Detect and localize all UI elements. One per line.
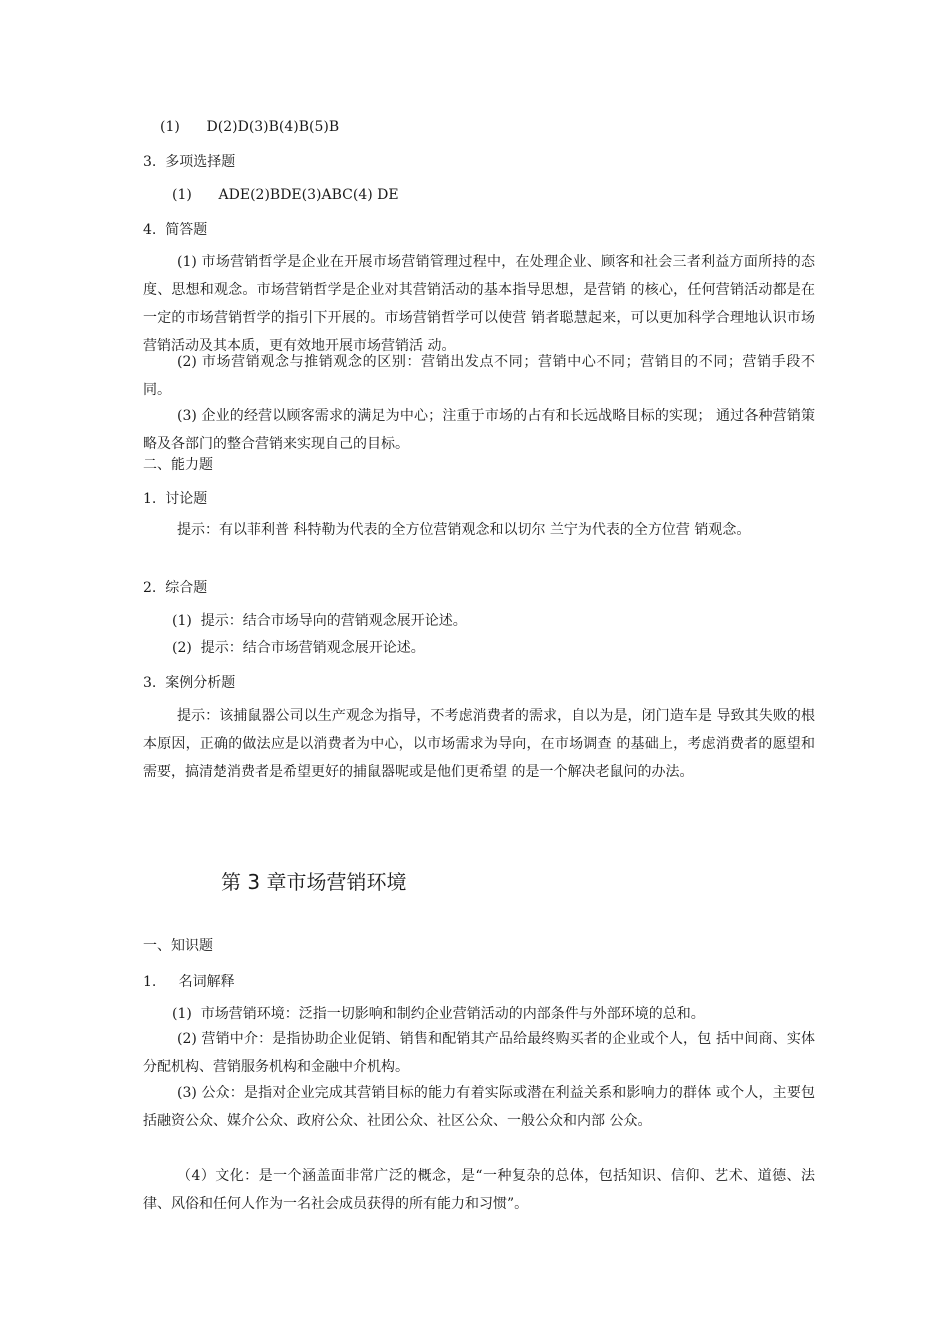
term-1: (1) 市场营销环境：泛指一切影响和制约企业营销活动的内部条件与外部环境的总和。 [172,1006,705,1022]
short-answer-2: (2) 市场营销观念与推销观念的区别：营销出发点不同；营销中心不同；营销目的不同；营销手段不同。 [143,354,815,398]
chapter-title: 第 3 章市场营销环境 [221,870,407,894]
ability-heading: 二、能力题 [143,457,213,473]
term-2: (2) 营销中介：是指协助企业促销、销售和配销其产品给最终购买者的企业或个人，包 括中间商、实体分配机构、营销服务机构和金融中介机构。 [143,1031,815,1075]
term-4: （4）文化：是一个涵盖面非常广泛的概念，是“一种复杂的总体，包括知识、信仰、艺术、道德、法律、风俗和任何人作为一名社会成员获得的所有能力和习惯”。 [143,1168,815,1212]
comprehensive-1: (1) 提示：结合市场导向的营销观念展开论述。 [172,613,467,629]
multiple-choice-heading: 3. 多项选择题 [143,154,236,170]
term-3: (3) 公众：是指对企业完成其营销目标的能力有着实际或潜在利益关系和影响力的群体 或个人，主要包括融资公众、媒介公众、政府公众、社团公众、社区公众、一般公众和内部 公众。 [143,1085,815,1129]
terms-heading: 1. 名词解释 [143,974,235,990]
multiple-choice-answers: (1) ADE(2)BDE(3)ABC(4) DE [172,187,399,203]
case-analysis-heading: 3. 案例分析题 [143,675,236,691]
knowledge-heading: 一、知识题 [143,938,213,954]
discussion-text: 提示：有以菲利普 科特勒为代表的全方位营销观念和以切尔 兰宁为代表的全方位营 销观念。 [177,522,751,538]
case-analysis-text: 提示：该捕鼠器公司以生产观念为指导，不考虑消费者的需求，自以为是，闭门造车是 导致其失败的根本原因，正确的做法应是以消费者为中心，以市场需求为导向，在市场调查 的基础上，考虑消费者的愿望和需要，搞清楚消费者是希望更好的捕鼠器呢或是他们更希望 的是一个解决老鼠问的办法。 [143,708,815,780]
short-answer-1: (1) 市场营销哲学是企业在开展市场营销管理过程中，在处理企业、顾客和社会三者利益方面所持的态度、思想和观念。市场营销哲学是企业对其营销活动的基本指导思想，是营销 的核心，任何营销活动都是在一定的市场营销哲学的指引下开展的。市场营销哲学可以使营 销者聪慧起来，可以更加科学合理地认识市场营销活动及其本质，更有效地开展市场营销活 动。 [143,254,815,354]
single-choice-answers: (1) D(2)D(3)B(4)B(5)B [160,119,340,135]
short-answer-heading: 4. 简答题 [143,222,208,238]
comprehensive-heading: 2. 综合题 [143,580,208,596]
comprehensive-2: (2) 提示：结合市场营销观念展开论述。 [172,640,425,656]
discussion-heading: 1. 讨论题 [143,491,208,507]
short-answer-3: (3) 企业的经营以顾客需求的满足为中心；注重于市场的占有和长远战略目标的实现； 通过各种营销策略及各部门的整合营销来实现自己的目标。 [143,408,815,452]
